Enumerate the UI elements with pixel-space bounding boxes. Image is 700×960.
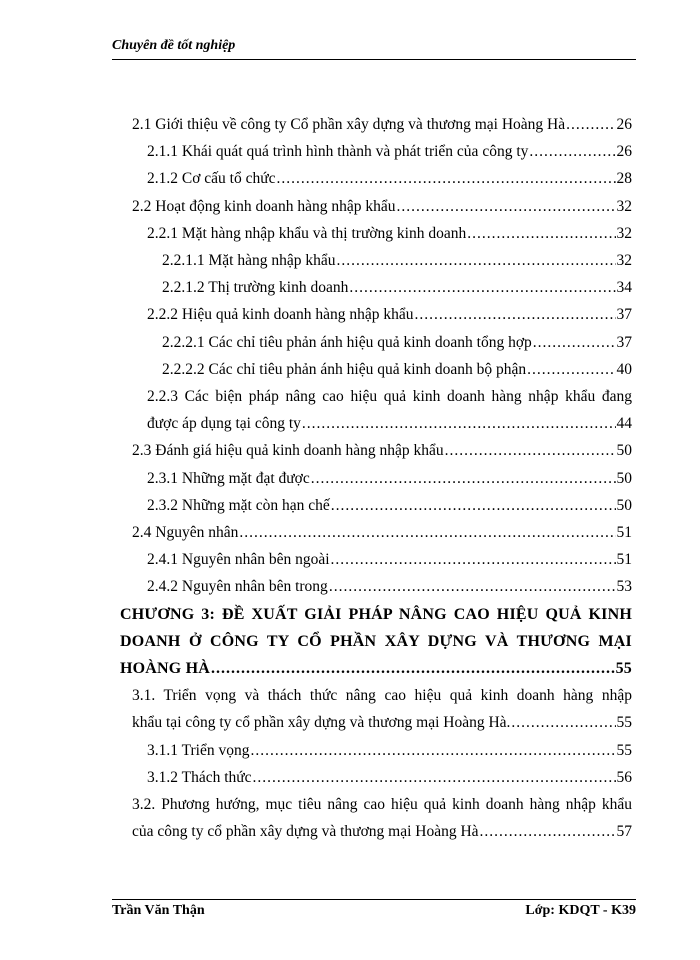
toc-entry-title: 2.2.1 Mặt hàng nhập khẩu và thị trường kinh doanh: [147, 224, 467, 242]
toc-entry[interactable]: [132, 356, 632, 383]
toc-page-number: 50: [616, 469, 632, 487]
toc-entry-title: 2.2 Hoạt động kinh doanh hàng nhập khẩu: [132, 197, 396, 215]
toc-entry[interactable]: [132, 437, 632, 464]
toc-page-number: 50: [616, 442, 632, 460]
toc-entry[interactable]: [132, 329, 632, 356]
toc-page-number: 55: [615, 660, 632, 678]
footer-class: Lớp: KDQT - K39: [525, 903, 636, 918]
toc-entry[interactable]: [132, 111, 632, 138]
toc-entry[interactable]: [132, 165, 632, 192]
toc-entry[interactable]: [132, 301, 632, 328]
toc-entry[interactable]: [132, 519, 632, 546]
toc-entry-title-line2: của công ty cổ phần xây dựng và thương mại Hoàng Hà: [132, 823, 479, 841]
toc-entry-title: 2.4.2 Nguyên nhân bên trong: [147, 578, 328, 596]
toc-page-number: 55: [616, 741, 632, 759]
toc-page-number: 28: [616, 170, 632, 188]
toc-page-number: 40: [616, 360, 632, 378]
toc-entry[interactable]: [132, 220, 632, 247]
toc-entry-title: 2.1.1 Khái quát quá trình hình thành và phát triển của công ty: [147, 143, 529, 161]
chapter-title-line2: DOANH Ở CÔNG TY CỔ PHẦN XÂY DỰNG VÀ THƯƠNG MẠI: [120, 632, 632, 650]
header-divider: [112, 59, 636, 60]
toc-entry[interactable]: [132, 737, 632, 764]
toc-page-number: 57: [616, 823, 632, 841]
toc-page-number: 37: [616, 333, 632, 351]
chapter-title-line3: HOÀNG HÀ: [120, 660, 211, 678]
toc-entry-title-line2: khẩu tại công ty cổ phần xây dựng và thương mại Hoàng Hà.: [132, 714, 511, 732]
toc-entry[interactable]: [132, 274, 632, 301]
toc-entry-title-line1: 2.2.3 Các biện pháp nâng cao hiệu quả kinh doanh hàng nhập khẩu đang: [147, 388, 632, 406]
toc-page-number: 44: [616, 415, 632, 433]
chapter-title-line1: CHƯƠNG 3: ĐỀ XUẤT GIẢI PHÁP NÂNG CAO HIỆU QUẢ KINH: [120, 605, 632, 623]
toc-page-number: 26: [616, 143, 632, 161]
toc-entry-title: 3.1.2 Thách thức: [147, 768, 252, 786]
page-footer: [112, 903, 636, 919]
toc-page-number: 26: [616, 116, 632, 133]
toc-page-number: 32: [616, 224, 632, 242]
toc-entry-title: 2.2.2 Hiệu quả kinh doanh hàng nhập khẩu: [147, 306, 414, 324]
toc-page-number: 34: [616, 279, 632, 297]
toc-entry-title: 2.4 Nguyên nhân: [132, 524, 239, 542]
table-of-contents: [120, 111, 632, 845]
toc-page-number: 56: [616, 768, 632, 786]
toc-page-number: 53: [616, 578, 632, 596]
toc-entry[interactable]: [132, 465, 632, 492]
toc-entry[interactable]: [132, 138, 632, 165]
toc-entry[interactable]: [132, 573, 632, 600]
toc-page-number: 51: [616, 551, 632, 569]
toc-entry-title: 2.3.2 Những mặt còn hạn chế: [147, 496, 330, 514]
toc-entry-title-line2: được áp dụng tại công ty: [147, 415, 301, 433]
toc-page-number: 51: [616, 524, 632, 542]
toc-entry[interactable]: [132, 682, 632, 736]
toc-entry-title: 2.2.1.2 Thị trường kinh doanh: [162, 279, 349, 297]
toc-entry-title-line1: 3.2. Phương hướng, mục tiêu nâng cao hiệu quả kinh doanh hàng nhập khẩu: [132, 796, 632, 814]
page-header: Chuyên đề tốt nghiệp: [112, 38, 236, 53]
toc-entry[interactable]: [132, 764, 632, 791]
toc-page-number: 50: [616, 496, 632, 514]
toc-entry-title: 2.2.2.2 Các chỉ tiêu phản ánh hiệu quả kinh doanh bộ phận: [162, 360, 527, 378]
footer-divider: [112, 899, 636, 900]
toc-entry-title: 2.2.1.1 Mặt hàng nhập khẩu: [162, 252, 336, 270]
toc-page-number: 32: [616, 197, 632, 215]
toc-entry-title: 2.1 Giới thiệu về công ty Cổ phần xây dựng và thương mại Hoàng Hà: [132, 116, 566, 133]
toc-chapter-3[interactable]: [120, 601, 632, 683]
toc-entry-title: 3.1.1 Triển vọng: [147, 741, 250, 759]
toc-entry-title: 2.2.2.1 Các chỉ tiêu phản ánh hiệu quả kinh doanh tổng hợp: [162, 333, 532, 351]
toc-entry[interactable]: [132, 791, 632, 845]
toc-entry-title: 2.1.2 Cơ cấu tổ chức: [147, 170, 276, 188]
toc-entry-title: 2.4.1 Nguyên nhân bên ngoài: [147, 551, 330, 569]
toc-entry[interactable]: [132, 247, 632, 274]
toc-entry-title-line1: 3.1. Triển vọng và thách thức nâng cao hiệu quả kinh doanh hàng nhập: [132, 687, 632, 705]
toc-entry[interactable]: [132, 546, 632, 573]
toc-entry-title: 2.3.1 Những mặt đạt được: [147, 469, 310, 487]
footer-author: Trần Văn Thận: [112, 903, 205, 918]
toc-page-number: 32: [616, 252, 632, 270]
toc-entry-title: 2.3 Đánh giá hiệu quả kinh doanh hàng nhập khẩu: [132, 442, 444, 460]
toc-entry[interactable]: [132, 383, 632, 437]
toc-entry[interactable]: [132, 193, 632, 220]
toc-page-number: 37: [616, 306, 632, 324]
toc-entry[interactable]: [132, 492, 632, 519]
toc-page-number: 55: [616, 714, 632, 732]
